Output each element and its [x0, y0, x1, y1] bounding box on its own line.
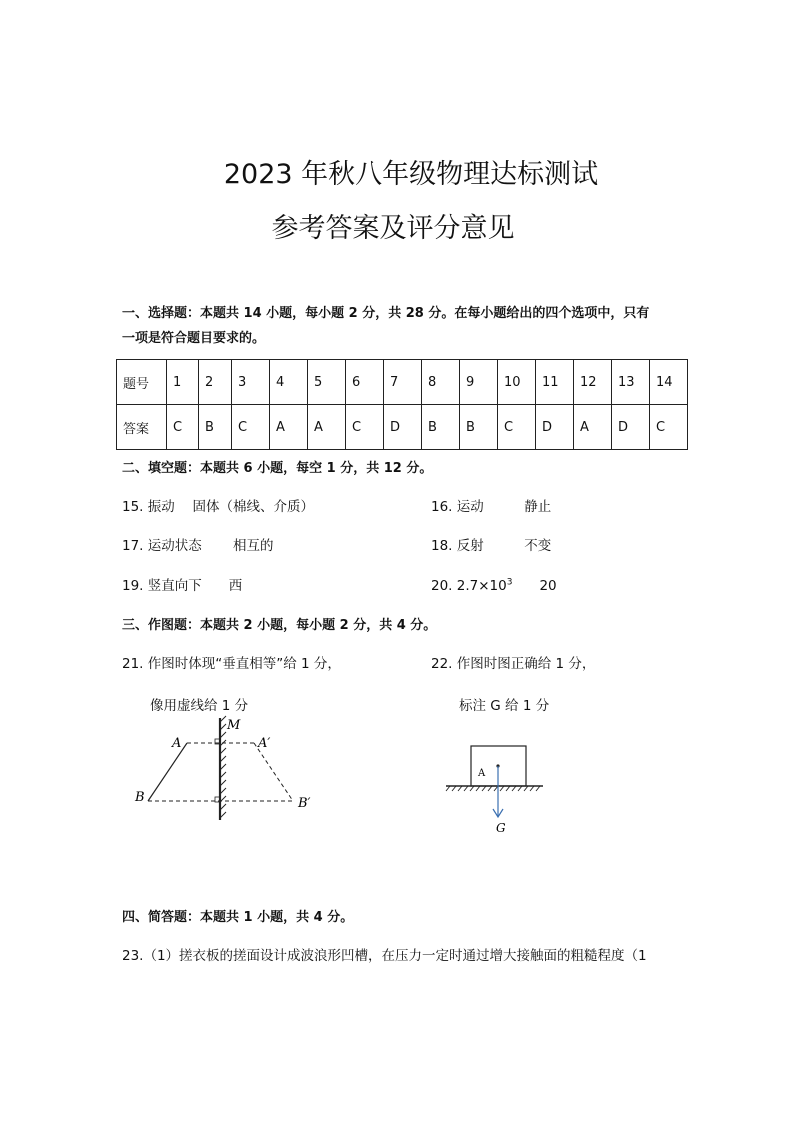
table-row-label-answer: 答案: [117, 405, 167, 450]
label-B-prime: B′: [298, 796, 311, 811]
table-cell-answer: A: [574, 405, 612, 450]
label-M: M: [227, 718, 241, 733]
label-block-A: A: [478, 768, 486, 779]
table-row-numbers: [117, 360, 688, 405]
table-cell-number: 4: [270, 360, 308, 405]
table-cell-answer: C: [498, 405, 536, 450]
table-cell-number: 1: [167, 360, 199, 405]
table-cell-number: 14: [650, 360, 688, 405]
section2-heading: 二、填空题：本题共 6 小题，每空 1 分，共 12 分。: [122, 461, 433, 476]
table-cell-answer: D: [612, 405, 650, 450]
table-cell-number: 13: [612, 360, 650, 405]
answer-q22: 22. 作图时图正确给 1 分，: [431, 656, 596, 672]
label-B: B: [135, 790, 145, 805]
table-cell-number: 3: [232, 360, 270, 405]
table-cell-answer: C: [650, 405, 688, 450]
table-cell-number: 12: [574, 360, 612, 405]
table-cell-number: 7: [384, 360, 422, 405]
section1-heading-line2: 一项是符合题目要求的。: [122, 331, 266, 346]
table-row-label-number: 题号: [117, 360, 167, 405]
q22-scoring-note: 标注 G 给 1 分: [459, 698, 550, 714]
table-cell-answer: C: [346, 405, 384, 450]
table-cell-number: 2: [199, 360, 232, 405]
q21-scoring-note: 像用虚线给 1 分: [150, 698, 249, 714]
answer-q20-exponent: 3: [506, 577, 513, 588]
table-cell-number: 11: [536, 360, 574, 405]
table-cell-answer: C: [167, 405, 199, 450]
section1-heading-line1: 一、选择题：本题共 14 小题，每小题 2 分，共 28 分。在每小题给出的四个选项中，只有: [122, 306, 650, 321]
image-A-prime-B-prime: [254, 743, 293, 801]
answer-q20-value: 20: [512, 578, 557, 594]
table-row-answers: [117, 405, 688, 450]
ground-hatching: [446, 786, 540, 791]
table-cell-number: 9: [460, 360, 498, 405]
section3-heading: 三、作图题：本题共 2 小题，每小题 2 分，共 4 分。: [122, 618, 437, 633]
answer-table: [116, 359, 688, 450]
table-cell-answer: A: [270, 405, 308, 450]
answer-q23: 23.（1）搓衣板的搓面设计成波浪形凹槽，在压力一定时通过增大接触面的粗糙程度（1: [122, 948, 647, 964]
answer-q16: 16. 运动 静止: [431, 499, 552, 515]
page-subtitle: 参考答案及评分意见: [271, 213, 515, 244]
table-cell-answer: D: [384, 405, 422, 450]
gravity-diagram: [440, 738, 550, 838]
mirror-image-diagram: [130, 712, 330, 827]
label-A: A: [172, 736, 182, 751]
table-cell-number: 6: [346, 360, 384, 405]
table-cell-number: 5: [308, 360, 346, 405]
answer-q17: 17. 运动状态 相互的: [122, 538, 274, 554]
answer-q18: 18. 反射 不变: [431, 538, 552, 554]
object-AB: [148, 743, 187, 801]
answer-q20: [431, 574, 557, 594]
label-G: G: [496, 821, 506, 835]
table-cell-answer: B: [199, 405, 232, 450]
answer-q20-base: 20. 2.7×10: [431, 578, 507, 594]
label-A-prime: A′: [258, 736, 271, 751]
answer-q21: 21. 作图时体现“垂直相等”给 1 分，: [122, 656, 341, 672]
table-cell-answer: B: [422, 405, 460, 450]
table-cell-number: 10: [498, 360, 536, 405]
table-cell-answer: A: [308, 405, 346, 450]
answer-q15: 15. 振动 固体（棉线、介质）: [122, 499, 315, 515]
answer-q19: 19. 竖直向下 西: [122, 578, 243, 594]
table-cell-answer: C: [232, 405, 270, 450]
table-cell-answer: B: [460, 405, 498, 450]
table-cell-answer: D: [536, 405, 574, 450]
page-title: 2023 年秋八年级物理达标测试: [223, 159, 599, 190]
section4-heading: 四、简答题：本题共 1 小题，共 4 分。: [122, 910, 354, 925]
table-cell-number: 8: [422, 360, 460, 405]
